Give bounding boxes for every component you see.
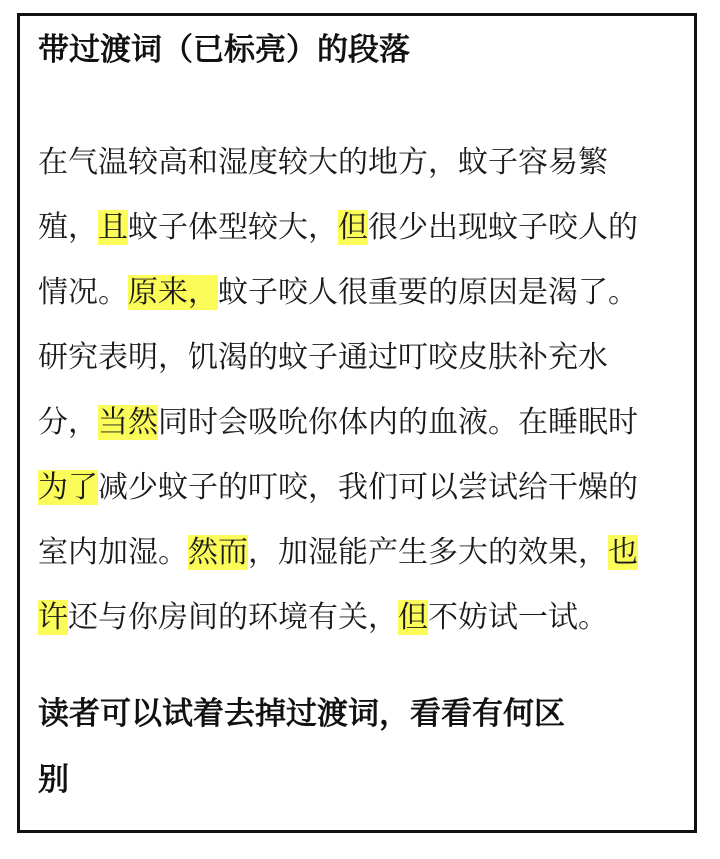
text-segment: 蚊子咬人很重要的原因是渴了。 xyxy=(218,275,638,310)
text-segment: 还与你房间的环境有关， xyxy=(68,600,398,635)
paragraph-line xyxy=(38,130,686,195)
text-segment: 很少出现蚊子咬人的 xyxy=(368,210,638,245)
paragraph xyxy=(38,130,686,650)
text-segment: 殖， xyxy=(38,210,98,245)
reader-prompt-line: 读者可以试着去掉过渡词，看看有何区 xyxy=(38,696,565,732)
page-title: 带过渡词（已标亮）的段落 xyxy=(38,32,410,68)
text-segment: 减少蚊子的叮咬，我们可以尝试给干燥的 xyxy=(98,470,638,505)
text-segment: 不妨试一试。 xyxy=(428,600,608,635)
text-segment: 分， xyxy=(38,405,98,440)
paragraph-line xyxy=(38,195,686,260)
highlighted-transition-word: 且 xyxy=(98,210,128,245)
paragraph-line xyxy=(38,390,686,455)
highlighted-transition-word: 也 xyxy=(608,535,638,570)
text-segment: 同时会吸吮你体内的血液。在睡眠时 xyxy=(158,405,638,440)
paragraph-line xyxy=(38,585,686,650)
highlighted-transition-word: 为了 xyxy=(38,470,98,505)
paragraph-line xyxy=(38,455,686,520)
text-segment: 蚊子体型较大， xyxy=(128,210,338,245)
highlighted-transition-word: 当然 xyxy=(98,405,158,440)
highlighted-transition-word: 但 xyxy=(398,600,428,635)
text-segment: 室内加湿。 xyxy=(38,535,188,570)
paragraph-line xyxy=(38,325,686,390)
highlighted-transition-word: 然而 xyxy=(188,535,248,570)
text-segment: 研究表明，饥渴的蚊子通过叮咬皮肤补充水 xyxy=(38,340,608,375)
reader-prompt-line: 别 xyxy=(38,762,69,798)
text-segment: 在气温较高和湿度较大的地方，蚊子容易繁 xyxy=(38,145,608,180)
text-segment: 情况。 xyxy=(38,275,128,310)
reader-prompt xyxy=(38,681,686,813)
highlighted-transition-word: 许 xyxy=(38,600,68,635)
text-segment: ，加湿能产生多大的效果， xyxy=(248,535,608,570)
highlighted-transition-word: 但 xyxy=(338,210,368,245)
highlighted-transition-word: 原来， xyxy=(128,275,218,310)
paragraph-line xyxy=(38,520,686,585)
paragraph-line xyxy=(38,260,686,325)
